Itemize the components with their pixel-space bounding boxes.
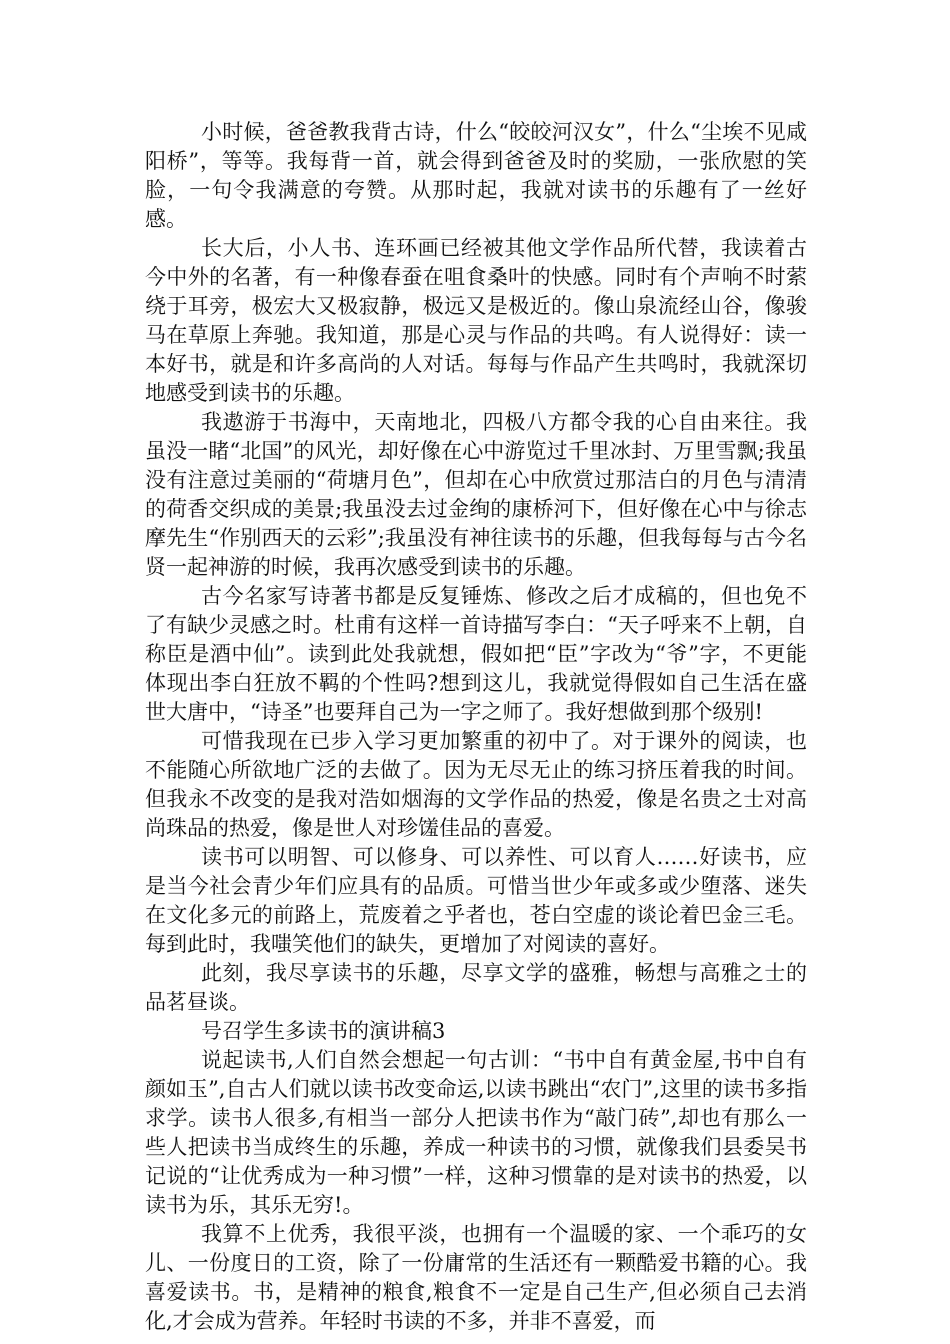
paragraph-4: 古今名家写诗著书都是反复锤炼、修改之后才成稿的，但也免不了有缺少灵感之时。杜甫有这样一首诗描写李白：“天子呼来不上朝，自称臣是酒中仙”。读到此处我就想，假如把“臣”字改为“爷”字，不更能体现出李白狂放不羁的个性吗?想到这儿，我就觉得假如自己生活在盛世大唐中，“诗圣”也要拜自己为一字之师了。我好想做到那个级别!: [145, 584, 807, 724]
section-heading: 号召学生多读书的演讲稿3: [201, 1019, 446, 1043]
paragraph-3: 我遨游于书海中，天南地北，四极八方都令我的心自由来往。我虽没一睹“北国”的风光，却好像在心中游览过千里冰封、万里雪飘;我虽没有注意过美丽的“荷塘月色”，但却在心中欣赏过那洁白的月色与清清的荷香交织成的美景;我虽没去过金绚的康桥河下，但好像在心中与徐志摩先生“作别西天的云彩”;我虽没有神往读书的乐趣，但我每每与古今名贤一起神游的时候，我再次感受到读书的乐趣。: [145, 410, 807, 579]
paragraph-6: 读书可以明智、可以修身、可以养性、可以育人……好读书，应是当今社会青少年们应具有的品质。可惜当世少年或多或少堕落、迷失在文化多元的前路上，荒废着之乎者也，苍白空虚的谈论着巴金三毛。每到此时，我嗤笑他们的缺失，更增加了对阅读的喜好。: [145, 845, 807, 956]
paragraph-7: 此刻，我尽享读书的乐趣，尽享文学的盛雅，畅想与高雅之士的品茗昼谈。: [145, 961, 807, 1014]
paragraph-9: 我算不上优秀，我很平淡，也拥有一个温暖的家、一个乖巧的女儿、一份度日的工资，除了一份庸常的生活还有一颗酷爱书籍的心。我喜爱读书。书，是精神的粮食,粮食不一定是自己生产,但必须自己去消化,才会成为营养。年轻时书读的不多，并非不喜爱，而: [145, 1222, 807, 1333]
paragraph-1: 小时候，爸爸教我背古诗，什么“皎皎河汉女”，什么“尘埃不见咸阳桥”，等等。我每背一首，就会得到爸爸及时的奖励，一张欣慰的笑脸，一句令我满意的夸赞。从那时起，我就对读书的乐趣有了一丝好感。: [145, 120, 807, 231]
paragraph-5: 可惜我现在已步入学习更加繁重的初中了。对于课外的阅读，也不能随心所欲地广泛的去做了。因为无尽无止的练习挤压着我的时间。但我永不改变的是我对浩如烟海的文学作品的热爱，像是名贵之士对高尚珠品的热爱，像是世人对珍馐佳品的喜爱。: [145, 729, 807, 840]
paragraph-2: 长大后，小人书、连环画已经被其他文学作品所代替，我读着古今中外的名著，有一种像春蚕在咀食桑叶的快感。同时有个声响不时萦绕于耳旁，极宏大又极寂静，极远又是极近的。像山泉流经山谷，像骏马在草原上奔驰。我知道，那是心灵与作品的共鸣。有人说得好：读一本好书，就是和许多高尚的人对话。每每与作品产生共鸣时，我就深切地感受到读书的乐趣。: [145, 236, 807, 405]
document-body: [145, 118, 807, 1336]
paragraph-8: 说起读书,人们自然会想起一句古训：“书中自有黄金屋,书中自有颜如玉”,自古人们就以读书改变命运,以读书跳出“农门”,这里的读书多指求学。读书人很多,有相当一部分人把读书作为“敲门砖”,却也有那么一些人把读书当成终生的乐趣，养成一种读书的习惯，就像我们县委吴书记说的“让优秀成为一种习惯”一样，这种习惯靠的是对读书的热爱，以读书为乐，其乐无穷!。: [145, 1048, 807, 1217]
